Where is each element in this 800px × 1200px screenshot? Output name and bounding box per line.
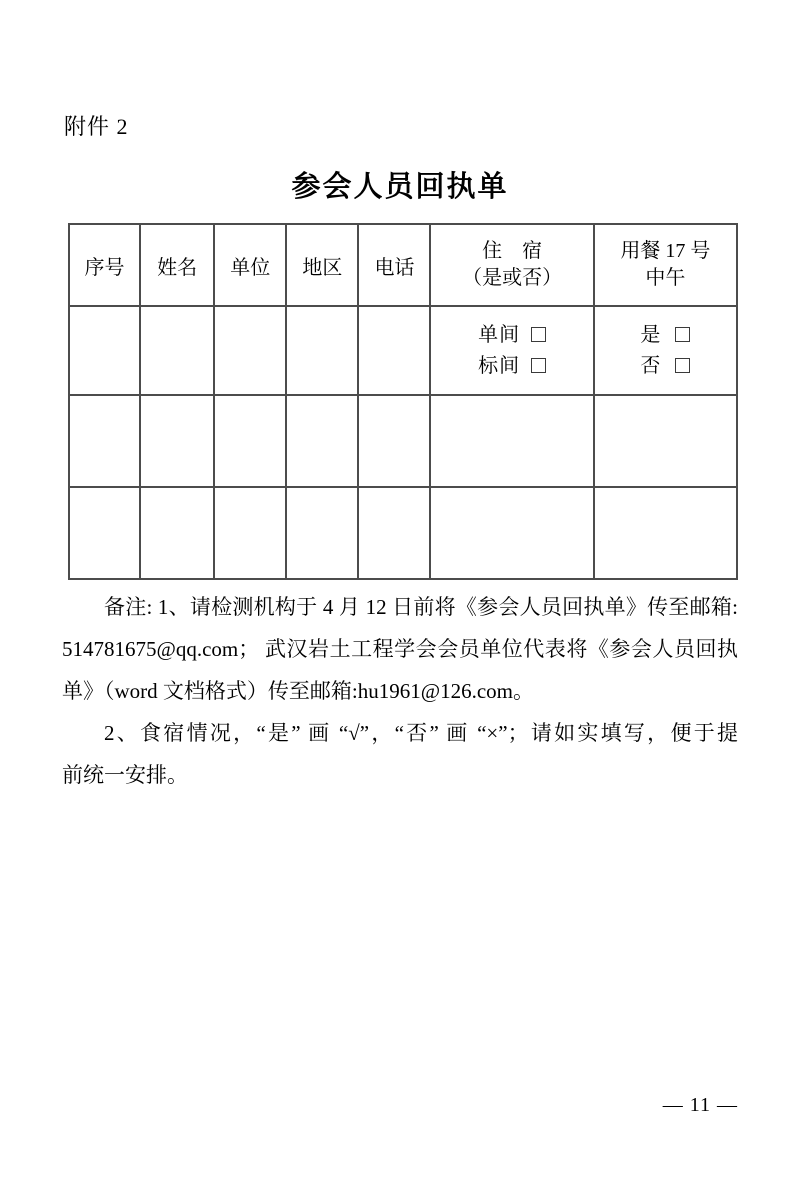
table-header-row: [69, 224, 737, 306]
header-cell-name: 姓名: [140, 224, 214, 306]
checkbox-icon[interactable]: [531, 327, 546, 342]
cell-unit-input[interactable]: [214, 306, 286, 395]
cell-meal-input[interactable]: [594, 395, 737, 487]
header-cell-unit: 单位: [214, 224, 286, 306]
meal-option-no-label: 否: [640, 354, 662, 377]
page-number: — 11 —: [662, 1094, 738, 1116]
cell-lodging-input[interactable]: [430, 395, 593, 487]
reply-slip-table: [68, 223, 738, 580]
cell-region-input[interactable]: [286, 306, 358, 395]
cell-region-input[interactable]: [286, 395, 358, 487]
note-line: 514781675@qq.com； 武汉岩土工程学会会员单位代表将《参会人员回执: [62, 637, 738, 661]
lodging-header-line2: （是或否）: [462, 267, 563, 289]
note-paragraph-1: [62, 586, 738, 712]
note-line: 备注: 1、请检测机构于 4 月 12 日前将《参会人员回执单》传至邮箱:: [104, 595, 738, 619]
note-line: 单》（word 文档格式）传至邮箱:hu1961@126.com。: [62, 679, 534, 703]
cell-name-input[interactable]: [140, 487, 214, 579]
header-cell-number: 序号: [69, 224, 140, 306]
lodging-option-single-label: 单间: [478, 323, 521, 346]
header-cell-lodging: [430, 224, 593, 306]
checkbox-icon[interactable]: [531, 358, 546, 373]
meal-option-yes: [595, 320, 736, 351]
cell-number-input[interactable]: [69, 306, 140, 395]
lodging-option-standard-label: 标间: [478, 354, 521, 377]
table-row-2: [69, 395, 737, 487]
header-cell-phone: 电话: [358, 224, 430, 306]
cell-meal-options: [594, 306, 737, 395]
cell-meal-input[interactable]: [594, 487, 737, 579]
header-cell-region: 地区: [286, 224, 358, 306]
cell-lodging-options: [430, 306, 593, 395]
lodging-option-single: [431, 320, 592, 351]
notes-section: [62, 586, 738, 796]
attachment-label: 附件 2: [64, 114, 129, 139]
checkbox-icon[interactable]: [675, 327, 690, 342]
cell-phone-input[interactable]: [358, 306, 430, 395]
header-cell-meal: [594, 224, 737, 306]
cell-phone-input[interactable]: [358, 395, 430, 487]
meal-header-line1: 用餐 17 号: [620, 240, 711, 262]
cell-phone-input[interactable]: [358, 487, 430, 579]
table-row-1: [69, 306, 737, 395]
note-paragraph-2: [62, 712, 738, 796]
cell-name-input[interactable]: [140, 395, 214, 487]
table-row-3: [69, 487, 737, 579]
note-line: 前统一安排。: [62, 763, 188, 787]
cell-number-input[interactable]: [69, 487, 140, 579]
meal-option-yes-label: 是: [640, 323, 662, 346]
cell-region-input[interactable]: [286, 487, 358, 579]
meal-option-no: [595, 351, 736, 382]
page-title: 参会人员回执单: [291, 171, 509, 203]
lodging-header-line1: 住 宿: [482, 240, 543, 262]
cell-lodging-input[interactable]: [430, 487, 593, 579]
checkbox-icon[interactable]: [675, 358, 690, 373]
cell-name-input[interactable]: [140, 306, 214, 395]
meal-header-line2: 中午: [645, 267, 686, 289]
cell-unit-input[interactable]: [214, 395, 286, 487]
cell-number-input[interactable]: [69, 395, 140, 487]
lodging-option-standard: [431, 351, 592, 382]
cell-unit-input[interactable]: [214, 487, 286, 579]
note-line: 2、食宿情况，“是” 画 “√”，“否” 画 “×”；请如实填写，便于提: [104, 721, 738, 745]
